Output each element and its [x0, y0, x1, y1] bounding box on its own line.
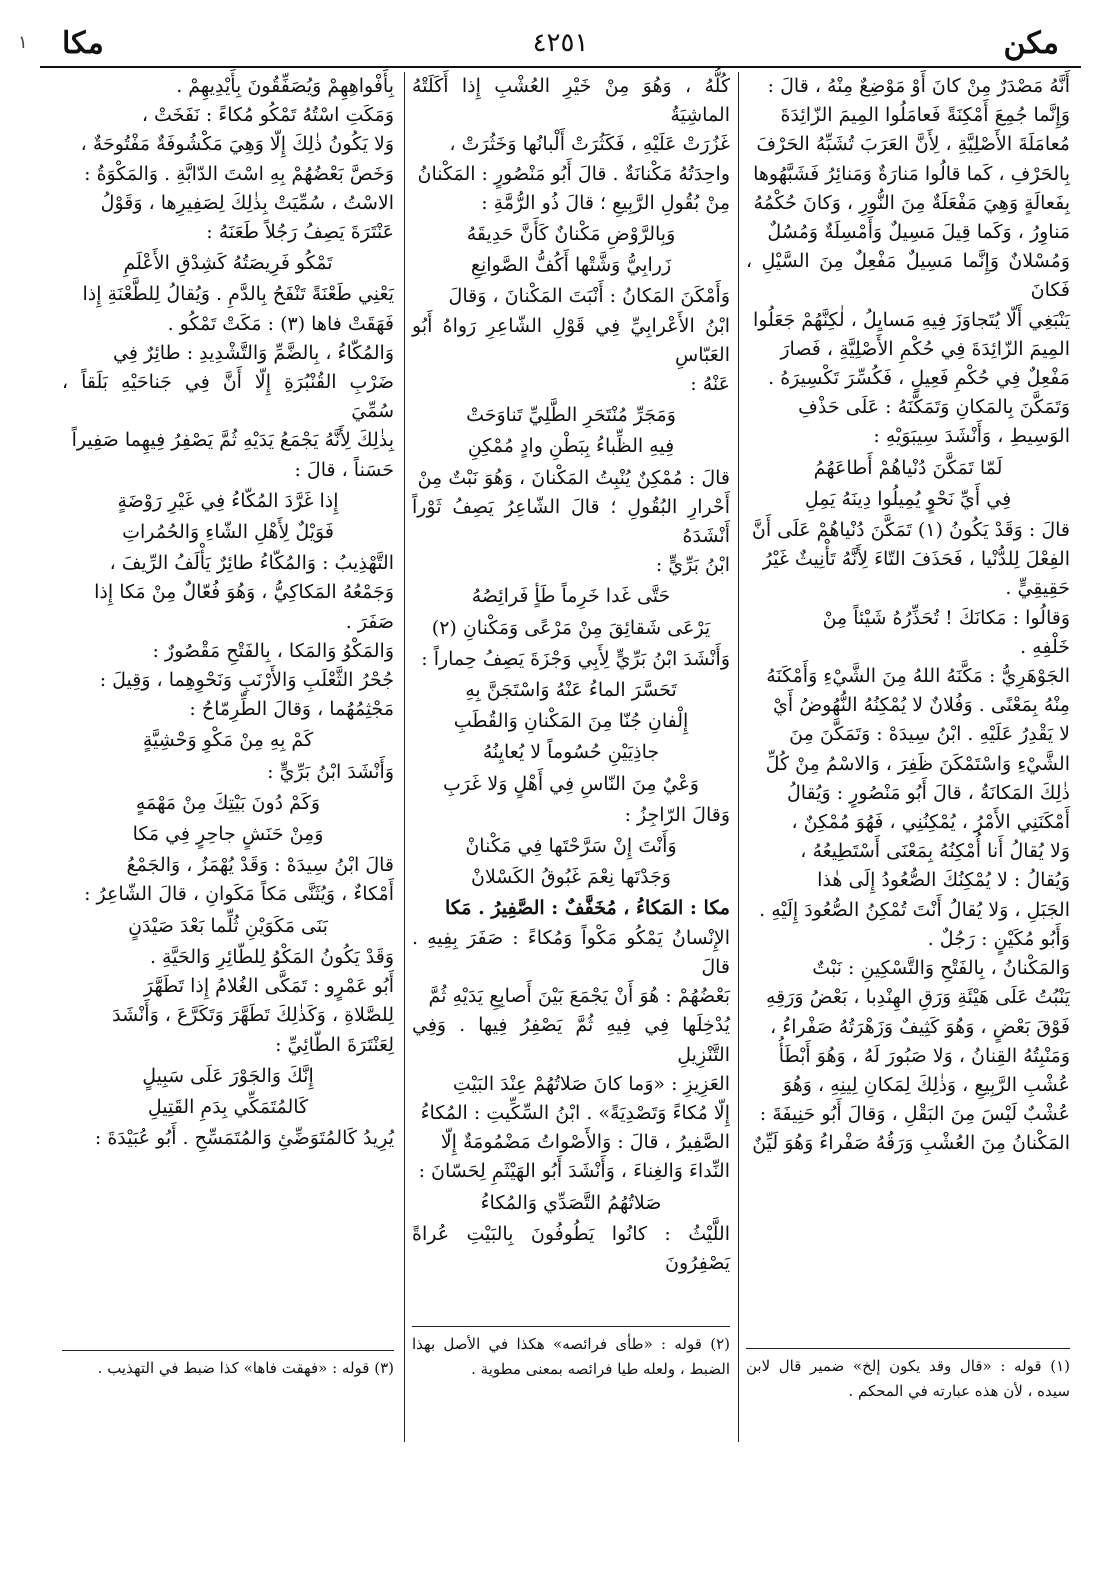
- text-line: إِلّا مُكاءً وَتَصْدِيَةً» . ابْنُ السِّكِّيتِ : المُكاءُ: [420, 1101, 730, 1124]
- footnote-rule: [746, 1348, 1070, 1349]
- page-number: ٤٢٥١: [532, 28, 589, 58]
- text-line: التَّهْذِيبُ : وَالمُكّاءُ طائِرٌ يَأْلَفُ الرِّيفَ ،: [109, 552, 394, 575]
- text-line: وَتَمَكَّنَ بِالمَكانِ وَتَمَكَّنَهُ : عَلَى حَذْفِ: [798, 396, 1070, 419]
- text-line: بِذٰلِكَ لِأَنَّهُ يَجْمَعُ يَدَيْهِ ثُمَّ يَصْفِرُ فِيهِما صَفِيراً: [71, 429, 394, 452]
- text-line: يَرْعَى شَقائِقَ مِنْ مَرْعًى وَمَكْنانِ (٢): [431, 616, 711, 639]
- text-line: جُحْرُ الثَّعْلَبِ وَالأَرْنَبِ وَنَحْوِهِما ، وَقِيلَ :: [99, 669, 394, 692]
- text-line: وَأَنْشَدَ ابْنُ بَرِّيٍّ :: [267, 760, 394, 783]
- text-line: يُرِيدُ كَالمُتَوَضِّئِ وَالمُتَمَسِّحِ . أَبُو عُبَيْدَةَ :: [94, 1127, 394, 1150]
- text-line: كَالمُتَمَكِّي بِدَمِ القَتِيلِ: [147, 1095, 309, 1118]
- text-line: فَهَقَتْ فاها (٣) : مَكَتْ تَمْكُو .: [167, 312, 394, 335]
- text-line: وَمَنْبِتُهُ القِنانُ ، وَلا صَبُورَ لَهُ ، وَهُوَ أَبْطَأُ: [778, 1044, 1070, 1067]
- text-line: الجَبَلِ ، وَلا يُقالُ أَنْتَ تُمْكِنُ الصُّعُودَ إِلَيْهِ .: [759, 898, 1070, 921]
- text-line: وَالمَكْنانُ ، بِالفَتْحِ وَالتَّسْكِينِ : نَبْتٌ: [812, 957, 1070, 980]
- text-line: أَمْكاءٌ ، وَيُثَنَّى مَكاً مَكَوانِ ، قالَ الشّاعِرُ :: [84, 883, 394, 906]
- text-line: إِنَّكَ وَالجَوْرَ عَلَى سَبِيلٍ: [142, 1064, 314, 1087]
- text-line: بِأَفْواهِهِمْ وَيُصَفِّقُونَ بِأَيْدِيهِمْ .: [176, 75, 394, 97]
- text-line: ابْنُ بَرِّيٍّ :: [655, 554, 730, 577]
- text-line: جاذِيَيْنِ حُسُوماً لا يُعايِنُهُ: [482, 741, 660, 764]
- text-line: مَفْعِلٌ فِي حُكْمِ فَعِيلٍ ، فَكُسِّرَ تَكْسِيرَهُ .: [768, 367, 1070, 390]
- text-line: الاسْتُ ، سُمِّيَتْ بِذٰلِكَ لِصَفِيرِها ، وَقَوْلُ: [100, 191, 394, 214]
- text-line: وَالمَكْوُ وَالمَكا ، بِالفَتْحِ مَقْصُورٌ :: [152, 639, 394, 662]
- text-line: مَناوِرُ ، وَكَما قِيلَ مَسِيلٌ وَأَمْسِلَةٌ وَمُسُلٌ: [767, 221, 1070, 244]
- text-line: إِذا غَرَّدَ المُكّاءُ فِي غَيْرِ رَوْضَةٍ: [117, 489, 339, 512]
- column-divider: [738, 72, 739, 1442]
- text-line: مُعامَلَةَ الأَصْلِيَّةِ ، لِأَنَّ العَرَبَ تُشَبِّهُ الحَرْفَ: [756, 133, 1070, 156]
- header-rule: [40, 66, 1081, 68]
- text-line: حَسَناً ، قالَ :: [294, 458, 394, 481]
- text-line: عُشْبِ الرَّبِيعِ ، وَذٰلِكَ لِمَكانِ لِينِهِ ، وَهُوَ: [782, 1073, 1070, 1096]
- text-line: اللَّيْثُ : كانُوا يَطُوفُونَ بِالبَيْتِ عُراةً يَصْفِرُونَ: [412, 1222, 730, 1274]
- text-line: واحِدَتُهُ مَكْنانَةٌ . قالَ أَبُو مَنْصُورٍ : المَكْنانُ: [417, 162, 730, 185]
- text-line: وَمَكَتِ اسْتُهُ تَمْكُو مُكاءً : نَفَخَتْ ،: [141, 104, 394, 127]
- text-line: عَنْهُ :: [690, 373, 730, 396]
- text-line: بِالحَرْفِ ، كَما قالُوا مَنارَةٌ وَمَنائِرُ فَشَبَّهُوها: [753, 162, 1070, 185]
- text-line: وَأَنْتَ إِنْ سَرَّحْتَها فِي مَكْنانْ: [465, 835, 677, 858]
- text-line: فَوْقَ بَعْضٍ ، وَهُوَ كَثِيفٌ وَزَهْرَتُهُ صَفْراءُ ،: [770, 1015, 1070, 1038]
- text-line: وَإِنَّما جُمِعَ أَمْكِنَةً فَعامَلُوا المِيمَ الزّائِدَةَ: [780, 104, 1070, 127]
- footnote-left: (٣) قوله : «فهقت فاها» كذا ضبط في التهذيب .: [97, 1359, 394, 1377]
- text-line: أَحْرارِ البُقُولِ ؛ قالَ الشّاعِرُ يَصِفُ ثَوْراً أَنْشَدَهُ: [412, 495, 730, 548]
- column-divider: [404, 72, 405, 1442]
- text-line: حَتَّى غَدا خَرِماً طَأٍ فَرائِصُهُ: [471, 585, 671, 608]
- text-line: وَالمُكّاءُ ، بِالضَّمِّ وَالتَّشْدِيدِ : طائِرٌ فِي: [113, 341, 394, 364]
- text-line: مَجْثِمُهُما ، وَقالَ الطِّرِمّاحُ :: [189, 698, 394, 721]
- text-line: وَجَدْتَها نِعْمَ غَبُوقُ الكَسْلانْ: [471, 866, 671, 889]
- text-line: زَرابِيُّ وَشَّتْها أَكُفُّ الصَّوانِعِ: [470, 254, 672, 277]
- text-line: قالَ ابْنُ سِيدَهْ : وَقَدْ يُهْمَزُ ، وَالجَمْعُ: [126, 854, 394, 877]
- text-column-right: [746, 72, 1070, 1159]
- text-line: وَخَصَّ بَعْضُهُمْ بِهِ اسْتَ الدّابَّةِ . وَالمَكْوَةُ :: [84, 162, 394, 185]
- text-line: أَمْكَنَنِي الأَمْرُ ، يُمْكِنُنِي ، فَهُوَ مُمْكِنٌ ،: [791, 811, 1070, 834]
- running-headword-right: مكن: [1003, 26, 1059, 61]
- text-line: وَقَدْ يَكُونُ المَكْوُ لِلطّائِرِ وَالحَيَّةِ .: [149, 945, 394, 968]
- text-line: لِلصَّلاةِ ، وَكَذٰلِكَ تَطَهَّرَ وَتَكَرَّعَ ، وَأَنْشَدَ: [112, 1004, 394, 1027]
- text-line: وَأَمْكَنَ المَكانُ : أَنْبَتَ المَكْنانَ ، وَقالَ: [448, 285, 730, 308]
- text-line: فَوَيْلٌ لِأَهْلِ الشّاءِ وَالحُمُراتِ: [122, 521, 334, 544]
- text-line: وَمُسْلانٌ وَإِنَّما مَسِيلٌ مَفْعِلٌ مِنَ السَّيْلِ ، فَكانَ: [746, 250, 1070, 302]
- text-line: تَحَسَّرَ الماءُ عَنْهُ وَاسْتَجَنَّ بِهِ: [465, 679, 677, 702]
- text-line: أَبُو عَمْرٍو : تَمَكَّى الغُلامُ إِذا تَطَهَّرَ: [143, 975, 394, 998]
- text-line: وَجَمْعُهُ المَكاكِيُّ ، وَهُوَ فُعّالٌ مِنْ مَكا إِذا: [94, 581, 394, 604]
- text-line: عَنْتَرَةَ يَصِفُ رَجُلاً طَعَنَهُ :: [206, 221, 394, 244]
- text-column-left: [62, 72, 394, 1153]
- text-line: حَقِيقِيٍّ .: [1005, 577, 1070, 600]
- footnote-rule: [62, 1350, 394, 1351]
- text-line: الجَوْهَرِيُّ : مَكَّنَهُ اللهُ مِنَ الشَّيْءِ وَأَمْكَنَهُ: [766, 665, 1070, 688]
- text-line: المِيمَ الزّائِدَةَ فِي حُكْمِ الأَصْلِيَّةِ ، فَصارَ: [780, 337, 1070, 360]
- text-line: ابْنُ الأَعْرابِيِّ فِي قَوْلِ الشّاعِرِ رَواهُ أَبُو العَبّاسِ: [412, 314, 730, 366]
- text-line: لَمّا تَمَكَّنَ دُنْياهُمْ أَطاعَهُمُ: [813, 456, 1003, 479]
- text-line: بِفَعالَةٍ وَهِيَ مَفْعَلَةٌ مِنَ النُّورِ ، وَكانَ حُكْمُهُ: [753, 191, 1070, 214]
- text-line: وَبِالرَّوْضِ مَكْنانٌ كَأَنَّ حَدِيقَهُ: [466, 223, 676, 246]
- text-line: بَعْضُهُمْ : هُوَ أَنْ يَجْمَعَ بَيْنَ أَصابِعِ يَدَيْهِ ثُمَّ: [428, 985, 730, 1008]
- text-line: عُشْبٌ لَيْسَ مِنَ البَقْلِ ، وَقالَ أَبُو حَنِيفَةَ :: [759, 1103, 1070, 1126]
- text-line: مِنْهُ بِمَعْنًى . وَفُلانٌ لا يُمْكِنُهُ النُّهُوضُ أَيْ: [773, 694, 1070, 717]
- text-line: وَعْيٌ مِنَ النّاسِ فِي أَهْلٍ وَلا غَرَبِ: [443, 772, 699, 795]
- page-header: [18, 18, 1081, 66]
- text-line: كَمْ بِهِ مِنْ مَكْوِ وَحْشِيَّةٍ: [142, 729, 314, 752]
- text-line: ذٰلِكَ المَكانَةُ ، قالَ أَبُو مَنْصُورٍ : وَيُقالُ: [787, 781, 1070, 804]
- text-line: وَلا يُقالُ أَنا أُمْكِنُهُ بِمَعْنَى أَسْتَطِيعُهُ ،: [800, 840, 1070, 863]
- text-column-middle: [412, 72, 730, 1278]
- text-line: وَأَنْشَدَ ابْنُ بَرِّيٍّ لِأَبِي وَجْزَةَ يَصِفُ حِماراً :: [421, 647, 730, 670]
- text-line: غَزُرَتْ عَلَيْهِ ، فَكَثُرَتْ أَلْبانُها وَخَثُرَتْ ،: [449, 133, 730, 156]
- text-line: العَزِيزِ : «وَما كانَ صَلاتُهُمْ عِنْدَ البَيْتِ: [452, 1072, 730, 1095]
- text-line: مِنْ بُقُولِ الرَّبِيعِ ؛ قالَ ذُو الرُّمَّةِ :: [481, 191, 730, 214]
- text-line: النِّداءَ وَالغِناءَ ، وَأَنْشَدَ أَبُو الهَيْثَمِ لِحَسّانَ :: [418, 1160, 730, 1183]
- text-line: يَنْبَغِي أَلّا يُتَجاوَزَ فِيهِ مَسايِلُ ، لٰكِنَّهُمْ جَعَلُوا: [752, 308, 1070, 331]
- footnote-right: (١) قوله : «قال وقد يكون إلخ» ضمير قال لابن سيده ، لأن هذه عبارته في المحكم .: [746, 1357, 1070, 1400]
- text-line: قالَ : وَقَدْ يَكُونُ (١) تَمَكَّنَ دُنْياهُمْ عَلَى أَنَّ: [751, 519, 1070, 542]
- text-line: إِلْفانِ جُنّا مِنَ المَكْنانِ وَالقُطَبِ: [453, 710, 689, 733]
- footnote-middle: (٢) قوله : «طأى فرائصه» هكذا في الأصل بهذا الضبط ، ولعله طيا فرائصه بمعنى مطوية .: [412, 1335, 730, 1378]
- footnote-rule: [412, 1326, 730, 1327]
- text-line: الوَسِيطِ ، وَأَنْشَدَ سِيبَوَيْهِ :: [873, 425, 1070, 448]
- text-line: صَلاتُهُمُ التَّصَدِّي وَالمُكاءُ: [480, 1191, 662, 1214]
- text-line: الشَّيْءِ وَاسْتَمْكَنَ ظَفِرَ ، وَالاسْمُ مِنْ كُلِّ: [765, 752, 1070, 775]
- text-line: لِعَنْتَرَةَ الطّائِيِّ :: [275, 1033, 394, 1056]
- text-line: فِي أَيِّ نَحْوٍ يُمِيلُوا دِينَهُ يَمِلِ: [804, 487, 1012, 510]
- text-line: وَكَمْ دُونَ بَيْتِكَ مِنْ مَهْمَهٍ: [135, 791, 321, 814]
- text-line: لا يَقْدِرُ عَلَيْهِ . ابْنُ سِيدَهْ : وَتَمَكَّنَ مِنَ: [789, 723, 1070, 746]
- text-line: يُدْخِلَها فِي فِيهِ ثُمَّ يَصْفِرُ فِيها . وَفِي التَّنْزِيلِ: [412, 1014, 730, 1066]
- text-line: صَفَرَ .: [345, 610, 394, 633]
- text-line: وَمَجَرِّ مُنْتَحَرِ الطَّلِيِّ تَناوَحَتْ: [466, 404, 676, 427]
- text-line: وَقالَ الرّاجِزُ :: [624, 803, 730, 826]
- text-line: مكا : المَكاءُ ، مُخَفَّفٌ : الصَّفِيرُ . مَكا: [445, 897, 730, 920]
- text-line: وَقالُوا : مَكانَكَ ! تُحَذِّرُهُ شَيْئاً مِنْ: [822, 606, 1070, 629]
- text-line: الإِنْسانُ يَمْكُو مَكْواً وَمُكاءً : صَفَرَ بِفِيهِ . قالَ: [412, 926, 730, 978]
- text-line: يَعْنِي طَعْنَةً تَنْفَحُ بِالدَّمِ . وَيُقالُ لِلطَّعْنَةِ إِذا: [82, 283, 394, 306]
- text-line: تَمْكُو فَرِيصَتُهُ كَشِدْقِ الأَعْلَمِ: [123, 252, 333, 275]
- text-line: المَكْنانُ مِنَ العُشْبِ وَرَقُهُ صَفْراءُ وَهُوَ لَيِّنٌ: [752, 1132, 1070, 1155]
- text-line: ضَرْبِ القُنْبُرَةِ إِلّا أَنَّ فِي جَناحَيْهِ بَلَقاً ، سُمِّيَ: [62, 371, 394, 423]
- text-line: الفِعْلَ لِلدُّنْيا ، فَحَذَفَ التّاءَ لِأَنَّهُ تَأْنِيثٌ غَيْرُ: [762, 548, 1070, 571]
- text-line: قالَ : مُمْكِنٌ يُنْبِتُ المَكْنانَ ، وَهُوَ نَبْتٌ مِنْ: [417, 466, 730, 489]
- text-line: خَلْفِهِ .: [1020, 635, 1070, 658]
- text-line: وَأَبُو مُكَيْنٍ : رَجُلٌ .: [927, 927, 1070, 950]
- text-line: الصَّفِيرُ ، قالَ : وَالأَصْواتُ مَضْمُومَةٌ إِلّا: [440, 1131, 730, 1154]
- text-line: وَمِنْ حَنَشٍ جاحِرٍ فِي مَكا: [132, 823, 324, 846]
- running-headword-left: مكا: [62, 26, 104, 61]
- text-line: كُلُّهُ ، وَهُوَ مِنْ خَيْرِ العُشْبِ إِذا أَكَلَتْهُ الماشِيَةُ: [412, 75, 730, 127]
- text-line: أَنَّهُ مَصْدَرٌ مِنْ كانَ أَوْ مَوْضِعٌ مِنْهُ ، قالَ :: [767, 75, 1070, 97]
- text-line: فِيهِ الظِّباءُ بِبَطْنِ وادٍ مُمْكِنِ: [467, 435, 675, 458]
- text-line: بَنَى مَكَوَيْنِ ثُلِّما بَعْدَ صَيْدَنٍ: [128, 914, 328, 937]
- text-line: يَنْبُتُ عَلَى هَيْئَةِ وَرَقِ الهِنْدِبا ، بَعْضُ وَرَقِهِ: [765, 986, 1070, 1009]
- text-line: وَيُقالُ : لا يُمْكِنُكَ الصُّعُودُ إِلَى هٰذا: [817, 869, 1070, 892]
- margin-mark: ١: [18, 32, 28, 53]
- text-line: وَلا يَكُونُ ذٰلِكَ إِلّا وَهِيَ مَكْشُوفَةٌ مَفْتُوحَةٌ ،: [80, 133, 394, 156]
